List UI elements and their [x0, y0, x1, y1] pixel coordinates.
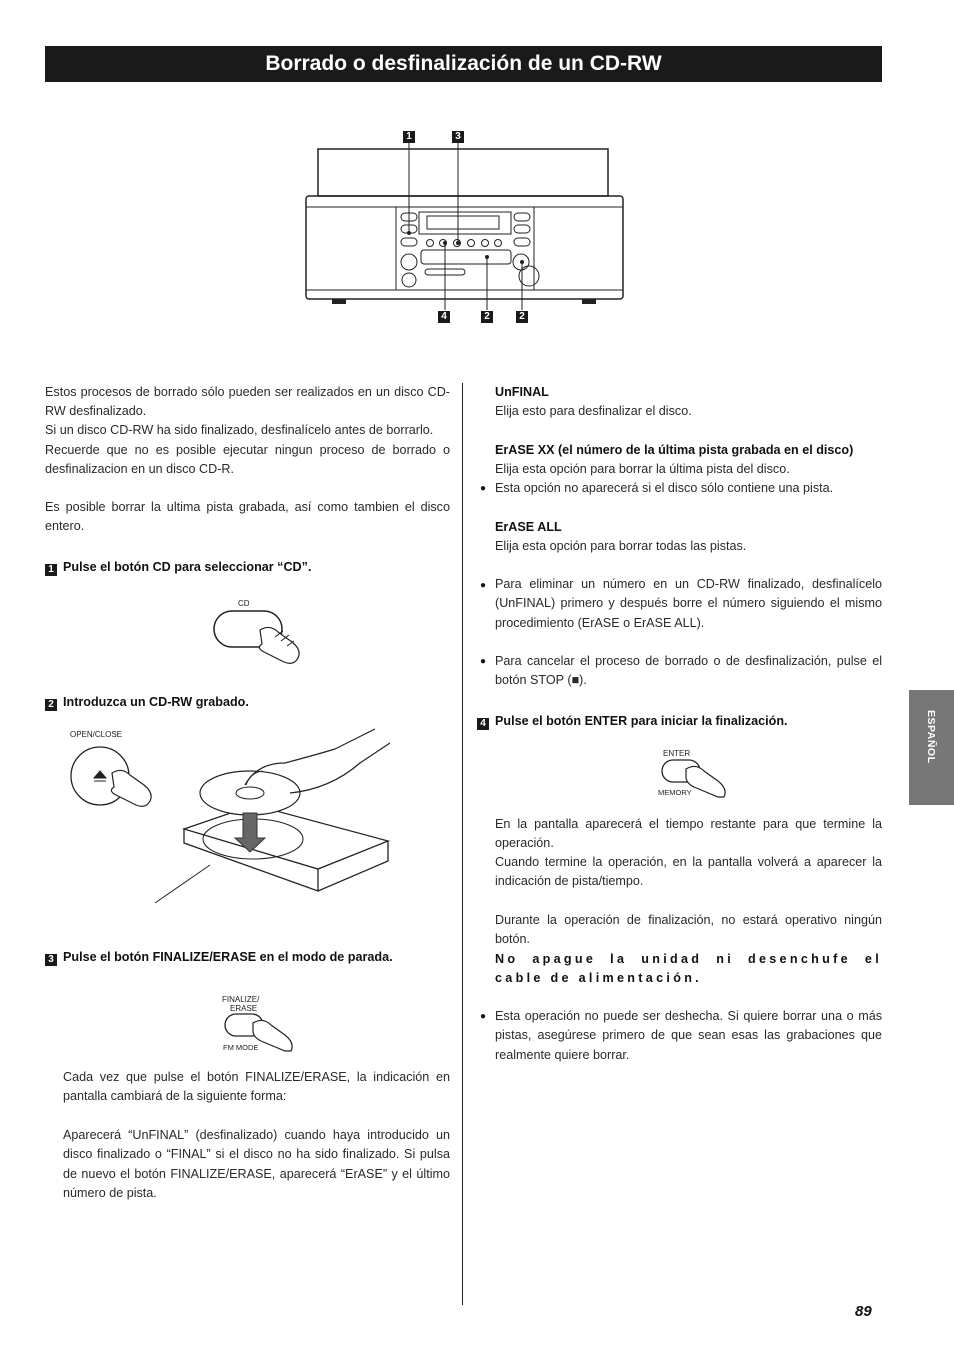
bullet-dot-3: ●: [480, 656, 487, 667]
cd-button-illustration: [205, 595, 310, 670]
step-3: [45, 948, 393, 967]
callout-3: 3: [452, 131, 464, 143]
device-diagram: [300, 125, 630, 330]
step-1-text: Pulse el botón CD para seleccionar “CD”.: [63, 560, 312, 574]
language-tab: [909, 690, 954, 805]
step-3-number: 3: [45, 954, 57, 966]
column-divider: [462, 383, 463, 1305]
erasexx-text: Elija esta opción para borrar la última pista del disco.: [495, 462, 790, 476]
bullet-unfinalize: Para eliminar un número en un CD-RW finalizado, desfinalícelo (UnFINAL) primero y después borre el número siguiendo el mismo procedimiento (ErASE o ErASE ALL).: [495, 577, 882, 630]
callout-1: 1: [403, 131, 415, 143]
fm-mode-label: FM MODE: [223, 1043, 259, 1052]
unfinal-text: Elija esto para desfinalizar el disco.: [495, 404, 692, 418]
page-number: 89: [855, 1303, 872, 1320]
step-4-text: Pulse el botón ENTER para iniciar la finalización.: [495, 714, 788, 728]
finalize-button-illustration: [215, 993, 310, 1053]
bullet-dot-4: ●: [480, 1011, 487, 1022]
memory-label: MEMORY: [658, 788, 692, 797]
step-4: [477, 712, 788, 731]
step-1-number: 1: [45, 564, 57, 576]
after4-p3: Durante la operación de finalización, no estará operativo ningún botón.: [495, 913, 882, 947]
finalize-label-2: ERASE: [230, 1004, 258, 1013]
bullet-dot-1: ●: [480, 483, 487, 494]
bullet-irreversible: Esta operación no puede ser deshecha. Si quiere borrar una o más pistas, asegúrese primero de que sean esas las grabaciones que realmente quiere borrar.: [495, 1009, 882, 1062]
eraseall-text: Elija esta opción para borrar todas las pistas.: [495, 539, 747, 553]
after3-p1: Cada vez que pulse el botón FINALIZE/ERASE, la indicación en pantalla cambiará de la siguiente forma:: [63, 1070, 450, 1104]
intro-p3: Recuerde que no es posible ejecutar ningun proceso de borrado o desfinalizacion en un disco CD-R.: [45, 443, 450, 477]
open-close-label: OPEN/CLOSE: [70, 730, 123, 739]
step-4-number: 4: [477, 718, 489, 730]
erasexx-heading: ErASE XX (el número de la última pista grabada en el disco): [495, 443, 854, 457]
intro-p1: Estos procesos de borrado sólo pueden ser realizados en un disco CD-RW desfinalizado.: [45, 385, 450, 419]
enter-button-illustration: [652, 745, 742, 800]
bullet-dot-2: ●: [480, 580, 487, 591]
intro-p4: Es posible borrar la ultima pista grabada, así como tambien el disco entero.: [45, 500, 450, 534]
step-2: [45, 693, 249, 712]
disc-insert-illustration: [60, 725, 435, 905]
enter-label: ENTER: [663, 749, 691, 758]
callout-2a: 2: [481, 311, 493, 323]
step-2-number: 2: [45, 699, 57, 711]
callout-4: 4: [438, 311, 450, 323]
after3-p2: Aparecerá “UnFINAL” (desfinalizado) cuando haya introducido un disco finalizado o “FINAL” si el disco no ha sido finalizado. Si pulsa de nuevo el botón FINALIZE/ERASE, aparecerá “ErASE” y el último número de pista.: [63, 1128, 450, 1200]
eraseall-heading: ErASE ALL: [495, 520, 562, 534]
warning-text: No apague la unidad ni desenchufe el cable de alimentación.: [495, 952, 882, 986]
bullet-cancel: Para cancelar el proceso de borrado o de desfinalización, pulse el botón STOP (■).: [495, 654, 882, 688]
step-2-text: Introduzca un CD-RW grabado.: [63, 695, 249, 709]
step-3-text: Pulse el botón FINALIZE/ERASE en el modo de parada.: [63, 950, 393, 964]
step-1: [45, 558, 311, 577]
unfinal-heading: UnFINAL: [495, 385, 549, 399]
language-tab-label: ESPAÑOL: [925, 710, 937, 764]
after4-p1: En la pantalla aparecerá el tiempo restante para que termine la operación.: [495, 817, 882, 851]
after4-p2: Cuando termine la operación, en la pantalla volverá a aparecer la indicación de pista/tiempo.: [495, 855, 882, 889]
erasexx-bullet: Esta opción no aparecerá si el disco sólo contiene una pista.: [495, 481, 834, 495]
intro-p2: Si un disco CD-RW ha sido finalizado, desfinalícelo antes de borrarlo.: [45, 423, 434, 437]
page-title: Borrado o desfinalización de un CD-RW: [45, 46, 882, 82]
cd-label: CD: [238, 599, 250, 608]
finalize-label-1: FINALIZE/: [222, 995, 260, 1004]
callout-2b: 2: [516, 311, 528, 323]
